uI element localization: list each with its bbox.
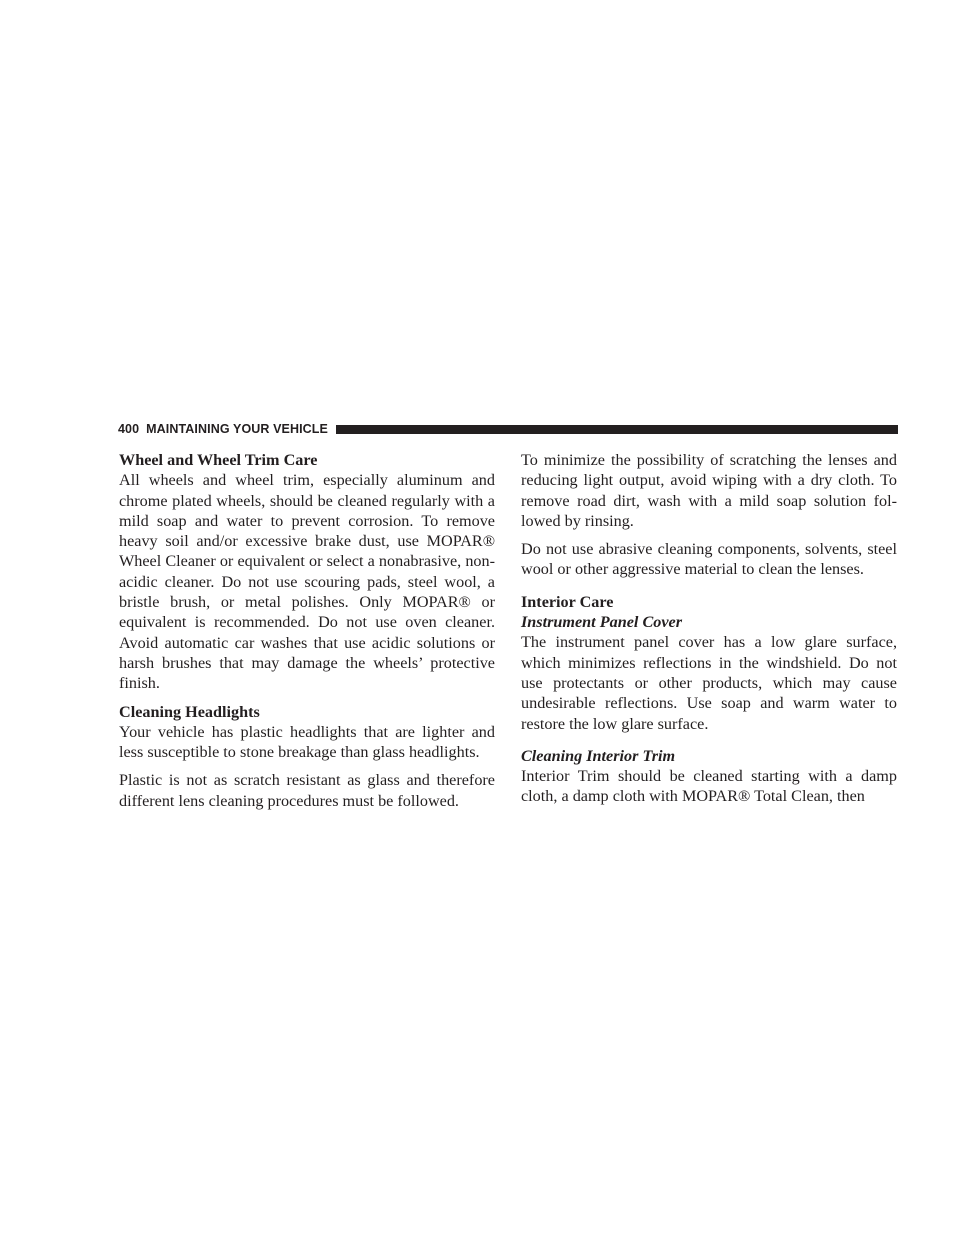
wheel-care-heading: Wheel and Wheel Trim Care <box>119 451 318 469</box>
instrument-panel-paragraph: The instrument panel cover has a low glare surface, which minimizes reflections in the windshield. Do not use protectants or other products, which may cause undesirable reflections. Use soap and warm water to restore the low glare surface. <box>521 633 897 733</box>
header-rule <box>336 425 898 434</box>
headlights-heading: Cleaning Headlights <box>119 702 260 721</box>
interior-trim-subheading: Cleaning Interior Trim <box>521 746 676 765</box>
instrument-panel-subheading: Instrument Panel Cover <box>521 613 682 632</box>
left-column <box>119 450 495 811</box>
section-title: MAINTAINING YOUR VEHICLE <box>146 422 328 436</box>
lens-paragraph-1: To minimize the possibility of scratching the lenses and reducing light output, avoid wiping with a dry cloth. To remove road dirt, wash with a mild soap solution fol-lowed by rinsing. <box>521 451 897 530</box>
page-number: 400 <box>118 422 140 436</box>
right-column <box>521 450 897 807</box>
lens-paragraph-2: Do not use abrasive cleaning components, solvents, steel wool or other aggressive material to clean the lenses. <box>521 540 897 579</box>
wheel-care-paragraph: All wheels and wheel trim, especially aluminum and chrome plated wheels, should be cleaned regularly with a mild soap and water to prevent corrosion. To remove heavy soil and/or excessive brake dust, use MOPAR® Wheel Cleaner or equivalent or select a nonabrasive, non-acidic cleaner. Do not use scouring pads, steel wool, a bristle brush, or metal polishes. Only MOPAR® or equivalent is recommended. Do not use oven cleaner. Avoid automatic car washes that use acidic solutions or harsh brushes that may damage the wheels’ protective finish. <box>119 471 495 693</box>
interior-trim-paragraph: Interior Trim should be cleaned starting with a damp cloth, a damp cloth with MOPAR® Total Clean, then <box>521 767 897 806</box>
headlights-paragraph-1: Your vehicle has plastic headlights that are lighter and less susceptible to stone breakage than glass headlights. <box>119 722 495 762</box>
interior-care-heading: Interior Care <box>521 592 614 611</box>
page-header <box>118 421 898 437</box>
headlights-paragraph-2: Plastic is not as scratch resistant as glass and therefore different lens cleaning procedures must be followed. <box>119 771 495 810</box>
